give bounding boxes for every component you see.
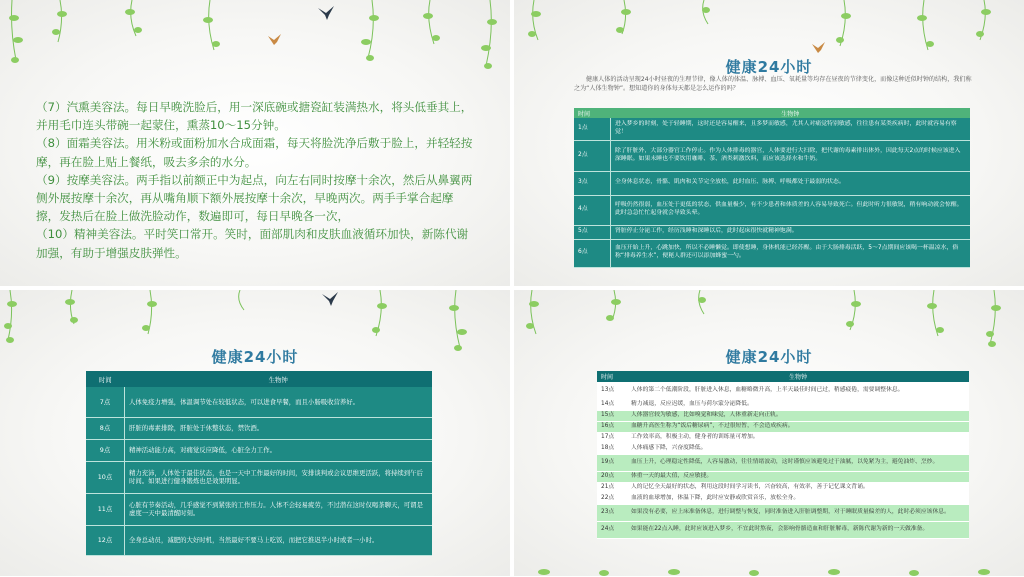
table-row xyxy=(597,454,969,471)
vine-decoration xyxy=(0,0,510,80)
biological-clock-table xyxy=(574,108,970,268)
row-text: 肝脏的毒素排除，肝脏处于休整状态，禁饮酒。 xyxy=(125,417,433,439)
method-paragraph: （10）精神美容法。平时笑口常开。笑时，面部肌肉和皮肤血液循环加快，新陈代谢加强，有助于增强皮肤弹性。 xyxy=(36,227,469,260)
row-time: 7点 xyxy=(86,387,125,417)
slide-title: 健康24小时 xyxy=(725,58,813,76)
row-time: 9点 xyxy=(86,439,125,461)
header-time: 时间 xyxy=(574,108,611,118)
beauty-methods-text xyxy=(36,98,476,262)
table-row xyxy=(574,225,970,239)
table-row xyxy=(597,471,969,482)
row-time: 1点 xyxy=(574,118,611,140)
table-row xyxy=(597,443,969,454)
row-time: 11点 xyxy=(86,493,125,525)
header-time: 时间 xyxy=(86,371,125,387)
row-time: 6点 xyxy=(574,239,611,267)
table-row xyxy=(597,421,969,432)
table-row xyxy=(597,399,969,410)
row-text: 人体免疫力增强，体温调节处在较低状态，可以进食早餐，而且小肠吸收营养好。 xyxy=(125,387,433,417)
row-text: 呼吸仍然很弱，血压处于更低的状态，供血量极少，有不少患者和体质差的人容易导致死亡。但此时听力很敏锐，稍有响动就会惊醒。此时急急忙忙起身就会导致头晕。 xyxy=(611,195,971,225)
row-time: 5点 xyxy=(574,225,611,239)
table-row xyxy=(597,521,969,538)
swallow-bird-icon xyxy=(318,6,336,20)
row-time: 10点 xyxy=(86,461,125,493)
table-row xyxy=(574,195,970,225)
biological-clock-table xyxy=(86,371,432,556)
row-time: 2点 xyxy=(574,140,611,171)
row-time: 16点 xyxy=(597,421,627,432)
table-row xyxy=(86,387,432,417)
row-text: 人体器官较为敏感，比如嗅觉和味觉，人体重新走向正轨。 xyxy=(627,410,969,421)
row-text: 除了肝脏外，大部分器官工作停止。作为人体排毒的器官，人体要进行大扫除，把代谢的毒素排出体外，因此每天2点的时候应该进入深睡眠。如果未睡也不要饮用咖啡、茶、酒类刺激饮料，而应该选择水和牛奶。 xyxy=(611,140,971,171)
table-row xyxy=(86,525,432,555)
slide-2[interactable] xyxy=(514,0,1024,286)
row-text: 精神活动能力高，对痛觉反应降低，心脏全力工作。 xyxy=(125,439,433,461)
row-time: 15点 xyxy=(597,410,627,421)
small-bird-icon xyxy=(810,40,828,54)
row-time: 23点 xyxy=(597,504,627,521)
table-row xyxy=(597,504,969,521)
table-row xyxy=(597,432,969,443)
row-text: 肾脏停止分泌工作，经历浅睡和深睡以后，此时起床很快就精神饱满。 xyxy=(611,225,971,239)
table-row xyxy=(574,239,970,267)
row-time: 4点 xyxy=(574,195,611,225)
row-text: 精力充沛，人体处于最佳状态，也是一天中工作最好的时间，安排谈判或会议思维更活跃，将持续到午后时间。如果进行健身锻炼也是效果明显。 xyxy=(125,461,433,493)
row-text: 全身总动员，减肥的大好时机，当然最好不要马上吃饭，而把它推迟半小时或者一小时。 xyxy=(125,525,433,555)
swallow-bird-icon xyxy=(322,292,340,306)
leaf-border-decoration xyxy=(514,562,1024,576)
table-row xyxy=(597,493,969,504)
table-row xyxy=(86,417,432,439)
table-header-row xyxy=(574,108,970,118)
row-text: 如果能在22点入睡，此时应该进入梦乡，不宜此时熬夜，会影响骨骼造血和肝脏解毒，新陈代谢为新的一天做准备。 xyxy=(627,521,969,538)
intro-paragraph: 健康人体的活动呈现24小时昼夜的生理节律，像人体的体温、脉搏、血压、氧耗量等均存在昼夜的节律变化，而像这种近似时钟的结构，我们称之为“人体生物钟”。想知道你的身体每天都是怎么运作的吗？ xyxy=(574,76,972,92)
row-text: 血液的血球增加，体温下降，此时应安静或欣赏音乐，放松全身。 xyxy=(627,493,969,504)
slide-1[interactable] xyxy=(0,0,510,286)
table-row xyxy=(574,118,970,140)
row-time: 19点 xyxy=(597,454,627,471)
row-text: 人体痛感下降，兴奋度降低。 xyxy=(627,443,969,454)
table-row xyxy=(574,140,970,171)
table-row xyxy=(86,439,432,461)
small-bird-icon xyxy=(266,32,284,46)
row-time: 24点 xyxy=(597,521,627,538)
table-row xyxy=(86,493,432,525)
method-paragraph: （7）汽熏美容法。每日早晚洗脸后，用一深底碗或搪瓷缸装满热水，将头低垂其上，并用毛巾连头带碗一起蒙住，熏蒸10～15分钟。 xyxy=(36,100,473,133)
header-time: 时间 xyxy=(597,371,627,382)
row-time: 18点 xyxy=(597,443,627,454)
row-text: 血糖升高医生称为“饭后糖尿病”，不过很短暂，不会造成疾病。 xyxy=(627,421,969,432)
method-paragraph: （9）按摩美容法。两手指以前额正中为起点，向左右同时按摩十余次，然后从鼻翼两侧外展按摩十余次，再从嘴角顺下额外展按摩十余次，早晚两次。两手手掌合起摩擦，发热后在脸上做洗脸动作，数遍即可，每日早晚各一次， xyxy=(36,172,473,224)
row-text: 全身休息状态，骨骼、肌肉和关节完全放松，此时血压、脉搏、呼吸都处于最弱的状态。 xyxy=(611,171,971,195)
biological-clock-table xyxy=(597,371,969,539)
row-time: 13点 xyxy=(597,382,627,399)
table-row xyxy=(574,171,970,195)
row-time: 22点 xyxy=(597,493,627,504)
row-time: 12点 xyxy=(86,525,125,555)
row-text: 人体的第二个低潮阶段，肝脏进入休息，血糖略微升高，上半天最佳时间已过，稍感疲倦，需要调整休息。 xyxy=(627,382,969,399)
row-text: 人的记忆全天最好的状态，利用这段时间学习读书，兴奋较高，有效率，善于记忆课文背诵。 xyxy=(627,482,969,493)
row-text: 工作效率高，积极主动，健身者的训练量可增加。 xyxy=(627,432,969,443)
header-clock: 生物钟 xyxy=(627,371,969,382)
row-time: 21点 xyxy=(597,482,627,493)
slide-title: 健康24小时 xyxy=(211,348,299,366)
row-text: 进入梦乡的时刻，处于轻睡期，这时还是容易醒来，且多梦而敏感，尤其人对痛觉特别敏感，往往患有某类疾病时，此时就容易有察觉！ xyxy=(611,118,971,140)
row-text: 体重一天的最大值，反应敏捷。 xyxy=(627,471,969,482)
row-text: 血压上升，心理稳定性降低，人容易激动，往往情绪波动，这时谨慎应该避免过于油腻，以免紧为主，避免油炸、烹炒。 xyxy=(627,454,969,471)
slide-title: 健康24小时 xyxy=(725,348,813,366)
table-row xyxy=(597,482,969,493)
row-text: 心脏有节奏活动，几乎感觉不到紧张的工作压力。人体不会轻易疲劳，不过潜在这时仅喝茶聊天，可谓是虚度一天中最清醒时刻。 xyxy=(125,493,433,525)
row-time: 8点 xyxy=(86,417,125,439)
header-clock: 生物钟 xyxy=(611,108,971,118)
row-time: 14点 xyxy=(597,399,627,410)
row-time: 17点 xyxy=(597,432,627,443)
row-text: 如果没有必要，应上床准备休息，进行调整与恢复，同时准备进入肝脏调整期，对于睡眠质量偏差的人，此时必须应该休息。 xyxy=(627,504,969,521)
slide-4[interactable] xyxy=(514,290,1024,576)
table-row xyxy=(597,410,969,421)
row-text: 精力减退，反应迟缓，血压与荷尔蒙分泌降低。 xyxy=(627,399,969,410)
slide-3[interactable] xyxy=(0,290,510,576)
table-row xyxy=(597,382,969,399)
table-header-row xyxy=(597,371,969,382)
method-paragraph: （8）面霜美容法。用米粉或面粉加水合成面霜，每天将脸洗净后敷于脸上，并轻轻按摩，再在脸上贴上餐纸，吸去多余的水分。 xyxy=(36,136,473,169)
row-time: 20点 xyxy=(597,471,627,482)
header-clock: 生物钟 xyxy=(125,371,433,387)
row-text: 血压开始上升，心跳加快，所以不必睡懒觉。即使想睡，身体机能已经苏醒。由于大肠排毒活跃，5～7点期间应该喝一杯温凉水，俗称“排毒养生水”，便秘人群还可以添加蜂蜜一勺。 xyxy=(611,239,971,267)
row-time: 3点 xyxy=(574,171,611,195)
table-header-row xyxy=(86,371,432,387)
table-row xyxy=(86,461,432,493)
